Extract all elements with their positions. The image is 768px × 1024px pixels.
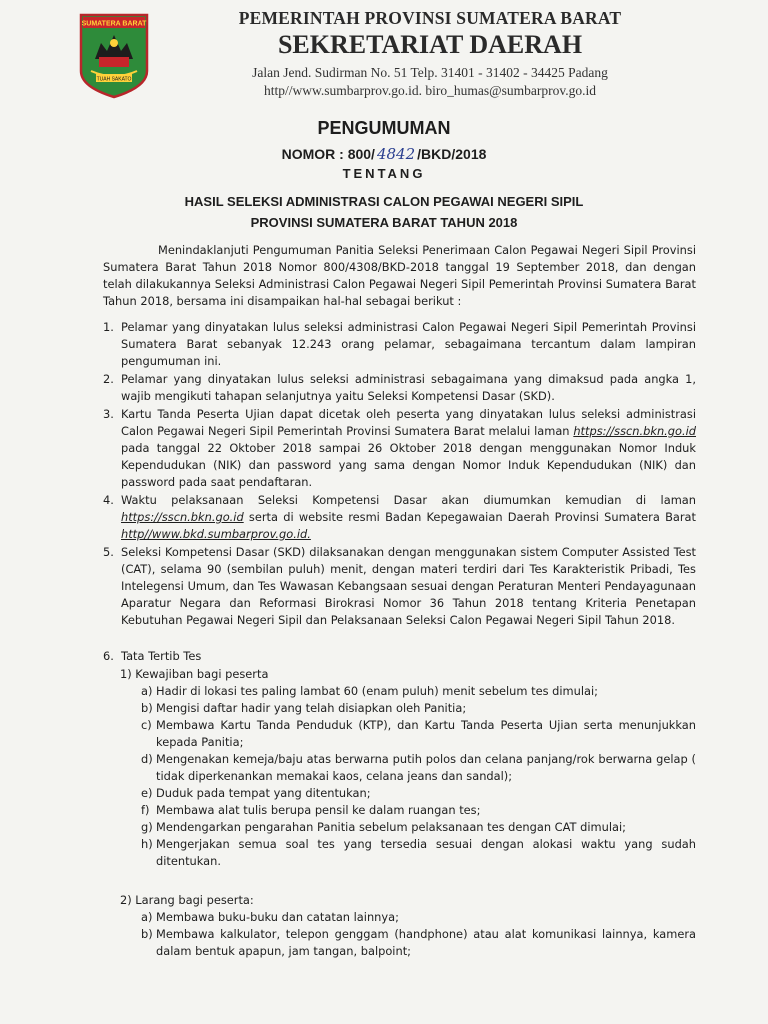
list-item	[141, 717, 696, 751]
item-letter: f)	[141, 803, 150, 817]
document-title: PENGUMUMAN	[317, 118, 451, 138]
letterhead-org: PEMERINTAH PROVINSI SUMATERA BARAT	[238, 8, 622, 28]
item-letter: d)	[141, 752, 153, 766]
letterhead-address: Jalan Jend. Sudirman No. 51 Telp. 31401 - 31402 - 34425 Padang	[252, 65, 608, 80]
list-item	[103, 406, 696, 491]
number-handwritten: 4842	[376, 145, 416, 163]
logo-motto-text: TUAH SAKATO	[96, 76, 132, 83]
item-letter: h)	[141, 837, 153, 851]
kewajiban-heading: 1) Kewajiban bagi peserta	[120, 667, 269, 681]
item-text: Duduk pada tempat yang ditentukan;	[156, 786, 371, 800]
item-number: 1.	[103, 320, 114, 334]
subject-line-2: PROVINSI SUMATERA BARAT TAHUN 2018	[250, 215, 518, 230]
list-item	[103, 544, 696, 629]
item-number: 2.	[103, 372, 114, 386]
list-item	[141, 926, 696, 960]
list-item	[141, 836, 696, 870]
list-item	[141, 909, 696, 926]
province-emblem-logo	[79, 13, 149, 99]
item-text: Pelamar yang dinyatakan lulus seleksi administrasi Calon Pegawai Negeri Sipil Pemerintah Provinsi Sumatera Barat sebanyak 12.243 orang pelamar, sebagaimana tercantum dalam lampiran pengumuman ini.	[121, 320, 696, 368]
item-number: 4.	[103, 493, 114, 507]
number-prefix: NOMOR : 800/	[281, 146, 375, 162]
list-item	[103, 319, 696, 370]
item-letter: b)	[141, 927, 153, 941]
item-text: Kartu Tanda Peserta Ujian dapat dicetak oleh peserta yang dinyatakan lulus seleksi administrasi Calon Pegawai Negeri Sipil Pemerintah Provinsi Sumatera Barat melalui laman	[121, 407, 696, 438]
item-text: Mengisi daftar hadir yang telah disiapkan oleh Panitia;	[156, 701, 467, 715]
item-text: serta di website resmi Badan Kepegawaian Daerah Provinsi Sumatera Barat	[243, 510, 696, 524]
number-suffix: /BKD/2018	[417, 146, 487, 162]
main-list	[103, 319, 696, 665]
item-letter: e)	[141, 786, 153, 800]
sscn-link[interactable]: https://sscn.bkn.go.id	[121, 510, 244, 524]
item-text: Waktu pelaksanaan Seleksi Kompetensi Dasar akan diumumkan kemudian di laman	[121, 493, 696, 507]
spacer	[103, 870, 696, 892]
item-text: Mendengarkan pengarahan Panitia sebelum pelaksanaan tes dengan CAT dimulai;	[156, 820, 626, 834]
list-item	[103, 371, 696, 405]
item-title: Tata Tertib Tes	[121, 649, 202, 663]
list-item	[141, 683, 696, 700]
item-text: Pelamar yang dinyatakan lulus seleksi administrasi sebagaimana yang dimaksud pada angka 1, wajib mengikuti tahapan selanjutnya yaitu Seleksi Kompetensi Dasar (SKD).	[121, 372, 696, 403]
list-item	[141, 819, 696, 836]
list-item	[141, 802, 696, 819]
letterhead-web-email: http//www.sumbarprov.go.id. biro_humas@sumbarprov.go.id	[264, 83, 596, 98]
item-text: Membawa kalkulator, telepon genggam (handphone) atau alat komunikasi lainnya, kamera dalam bentuk apapun, jam tangan, balpoint;	[156, 927, 696, 958]
list-item	[141, 751, 696, 785]
logo-title-text: SUMATERA BARAT	[81, 20, 147, 28]
item-letter: c)	[141, 718, 152, 732]
kewajiban-list	[103, 683, 696, 870]
item-text: pada tanggal 22 Oktober 2018 sampai 26 Oktober 2018 dengan menggunakan Nomor Induk Kependudukan (NIK) dan password yang sama dengan Nomor Induk Kependudukan (NIK) dan password pada saat pendaftaran.	[121, 441, 696, 489]
item-text: Seleksi Kompetensi Dasar (SKD) dilaksanakan dengan menggunakan sistem Computer Assisted Test (CAT), selama 90 (sembilan puluh) menit, dengan materi terdiri dari Tes Karakteristik Pribadi, Tes Intelegensi Umum, dan Tes Wawasan Kebangsaan sesuai dengan Peraturan Menteri Pendayagunaan Aparatur Negara dan Reformasi Birokrasi Nomor 36 Tahun 2018 tentang Kriteria Penetapan Kebutuhan Pegawai Negeri Sipil dan Pelaksanaan Seleksi Calon Pegawai Negeri Sipil Tahun 2018.	[121, 545, 696, 627]
tentang-label: TENTANG	[342, 166, 426, 181]
item-number: 5.	[103, 545, 114, 559]
list-item	[103, 648, 696, 665]
item-text: Membawa Kartu Tanda Penduduk (KTP), dan Kartu Tanda Peserta Ujian serta menunjukkan kepada Panitia;	[156, 718, 696, 749]
spacer	[103, 630, 696, 647]
item-text: Membawa buku-buku dan catatan lainnya;	[156, 910, 399, 924]
larangan-list	[103, 909, 696, 960]
letterhead-dept: SEKRETARIAT DAERAH	[277, 30, 583, 59]
item-number: 3.	[103, 407, 114, 421]
list-item	[141, 785, 696, 802]
document-number	[0, 145, 768, 163]
item-letter: a)	[141, 910, 153, 924]
document-body	[103, 242, 696, 960]
item-letter: g)	[141, 820, 153, 834]
subject-line-1: HASIL SELEKSI ADMINISTRASI CALON PEGAWAI NEGERI SIPIL	[184, 194, 584, 209]
larangan-heading: 2) Larang bagi peserta:	[120, 893, 254, 907]
item-letter: a)	[141, 684, 153, 698]
list-item	[103, 492, 696, 543]
bkd-website-link[interactable]: http//www.bkd.sumbarprov.go.id.	[121, 527, 311, 541]
item-text: Membawa alat tulis berupa pensil ke dalam ruangan tes;	[156, 803, 481, 817]
item-text: Hadir di lokasi tes paling lambat 60 (enam puluh) menit sebelum tes dimulai;	[156, 684, 599, 698]
item-number: 6.	[103, 649, 114, 663]
item-text: Mengerjakan semua soal tes yang tersedia sesuai dengan alokasi waktu yang sudah ditentukan.	[156, 837, 696, 868]
list-item	[141, 700, 696, 717]
item-text: Mengenakan kemeja/baju atas berwarna putih polos dan celana panjang/rok berwarna gelap ( tidak diperkenankan memakai kaos, celana jeans dan sandal);	[156, 752, 696, 783]
item-letter: b)	[141, 701, 153, 715]
sscn-link[interactable]: https://sscn.bkn.go.id	[573, 424, 696, 438]
intro-paragraph: Menindaklanjuti Pengumuman Panitia Seleksi Penerimaan Calon Pegawai Negeri Sipil Provinsi Sumatera Barat Tahun 2018 Nomor 800/4308/BKD-2018 tanggal 19 September 2018, dan dengan telah dilakukannya Seleksi Administrasi Calon Pegawai Negeri Sipil Pemerintah Provinsi Sumatera Barat Tahun 2018, bersama ini disampaikan hal-hal sebagai berikut :	[103, 243, 696, 308]
